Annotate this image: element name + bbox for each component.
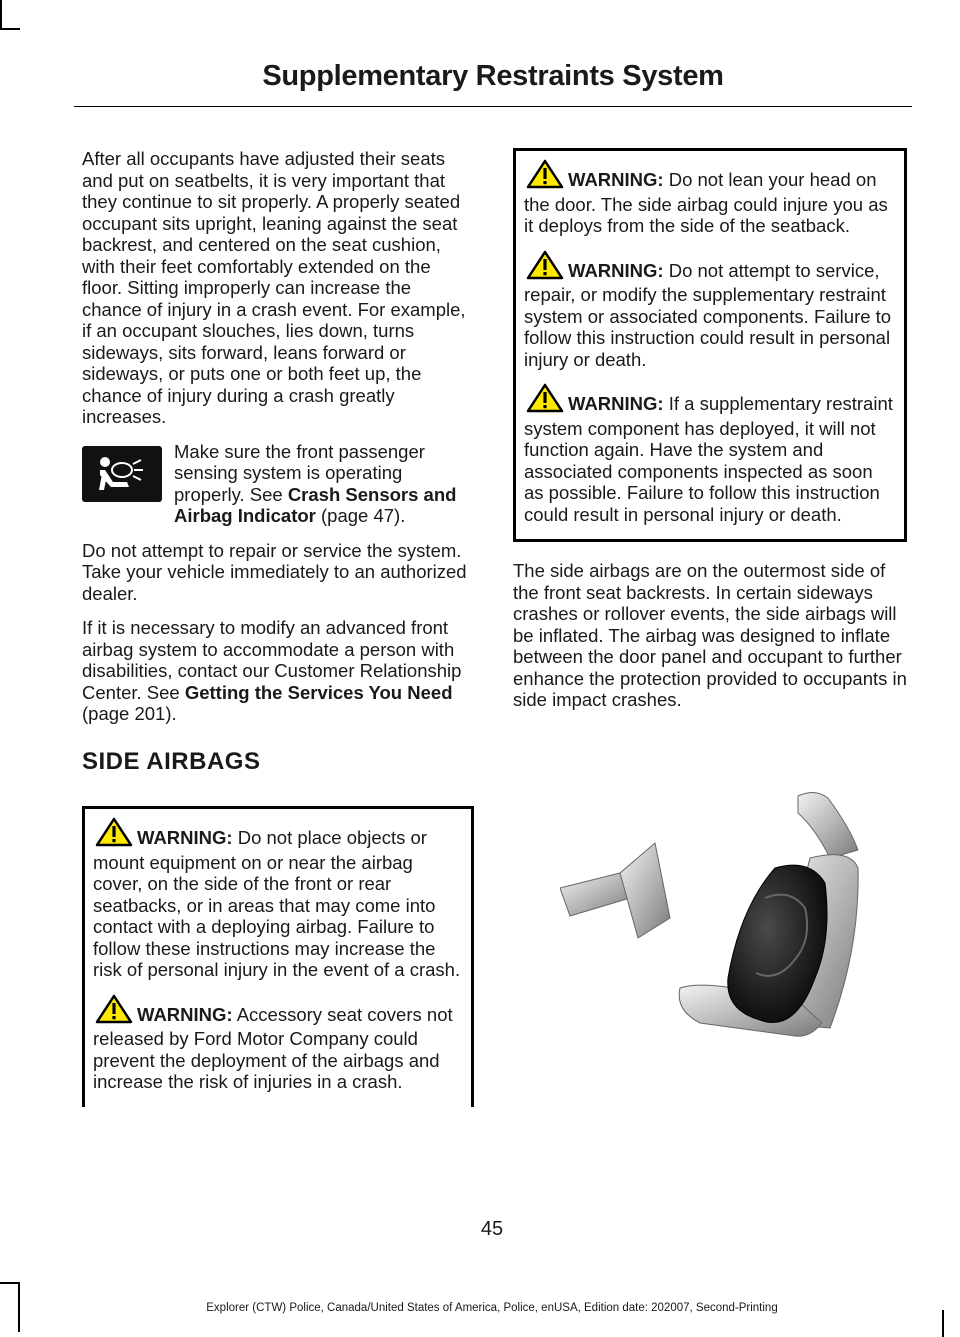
warning-item [524,159,896,237]
section-heading-side-airbags: SIDE AIRBAGS [82,747,261,775]
paragraph-disabilities [82,617,474,725]
warning-triangle-icon [95,994,133,1029]
paragraph-repair: Do not attempt to repair or service the system. Take your vehicle immediately to an authorized dealer. [82,539,467,604]
warning-label: WARNING: [568,393,664,414]
crop-mark [0,28,20,30]
side-airbag-seat-illustration [560,788,860,1048]
services-page-ref: (page 201). [82,703,177,724]
warning-label: WARNING: [137,827,233,848]
warning-triangle-icon [526,250,564,285]
right-column [513,148,907,724]
warning-text: Do not place objects or mount equipment on or near the airbag cover, on the side of the front or rear seatbacks, or in areas that may come into contact with a deploying airbag. Failure to follow these instructions may increase the risk of personal injury in the event of a crash. [93,827,461,980]
warning-text: If a supplementary restraint system component has deployed, it will not function again. Have the system and associated components inspected as soon as possible. Failure to follow this instruction could result in personal injury or death. [524,393,893,525]
crash-sensors-page-ref: (page 47). [315,505,406,526]
warning-text: Do not lean your head on the door. The side airbag could injure you as it deploys from the side of the seatback. [524,169,888,236]
airbag-indicator-icon [82,446,162,502]
warning-item [524,383,896,525]
warning-triangle-icon [95,817,133,852]
warning-label: WARNING: [137,1003,233,1025]
warning-item [93,817,463,981]
warning-label: WARNING: [568,259,664,281]
paragraph-seating: After all occupants have adjusted their seats and put on seatbelts, it is very important that they continue to sit properly. A properly seated occupant sits upright, leaning against the seat backrest, and centered on the seat cushion, with their feet comfortably extended on the floor. Sitting improperly can increase the chance of injury in a crash event. For example, if an occupant slouches, lies down, turns sideways, sits forward, leans forward or sideways, or puts one or both feet up, the chance of injury during a crash greatly increases. [82,148,466,427]
crop-mark [0,1282,18,1284]
warning-text: Do not attempt to service, repair, or modify the supplementary restraint system or associated components. Failure to follow this instruction could result in personal injury or death. [524,259,892,370]
warning-triangle-icon [526,159,564,194]
crash-sensors-link[interactable]: Crash Sensors and Airbag Indicator [174,483,457,526]
warning-item [524,250,896,371]
page-number: 45 [480,1218,504,1240]
warning-item [93,994,463,1093]
passenger-sensing-text: Make sure the front passenger sensing system is operating properly. See [174,440,425,505]
crop-mark [0,0,2,28]
page-title: Supplementary Restraints System [262,60,724,92]
header-rule [74,106,912,107]
left-column [82,148,474,1107]
paragraph-side-airbags: The side airbags are on the outermost side of the front seat backrests. In certain sideways crashes or rollover events, the side airbags will be inflated. The airbag was designed to inflate between the door panel and occupant to further enhance the protection provided to occupants in side impact crashes. [513,560,907,710]
warning-label: WARNING: [568,169,664,190]
warning-box [82,806,474,1107]
warning-triangle-icon [526,383,564,418]
crop-mark [942,1310,944,1337]
page-footer: Explorer (CTW) Police, Canada/United States of America, Police, enUSA, Edition date: 202007, Second-Printing [206,1302,778,1314]
disabilities-text: If it is necessary to modify an advanced front airbag system to accommodate a person with disabilities, contact our Customer Relationship Center. See [82,617,462,703]
paragraph-passenger-sensing [82,441,474,527]
warning-box [513,148,907,542]
warning-text: Accessory seat covers not released by Ford Motor Company could prevent the deployment of the airbags and increase the risk of injuries in a crash. [93,1003,453,1092]
services-link[interactable]: Getting the Services You Need [184,681,453,703]
